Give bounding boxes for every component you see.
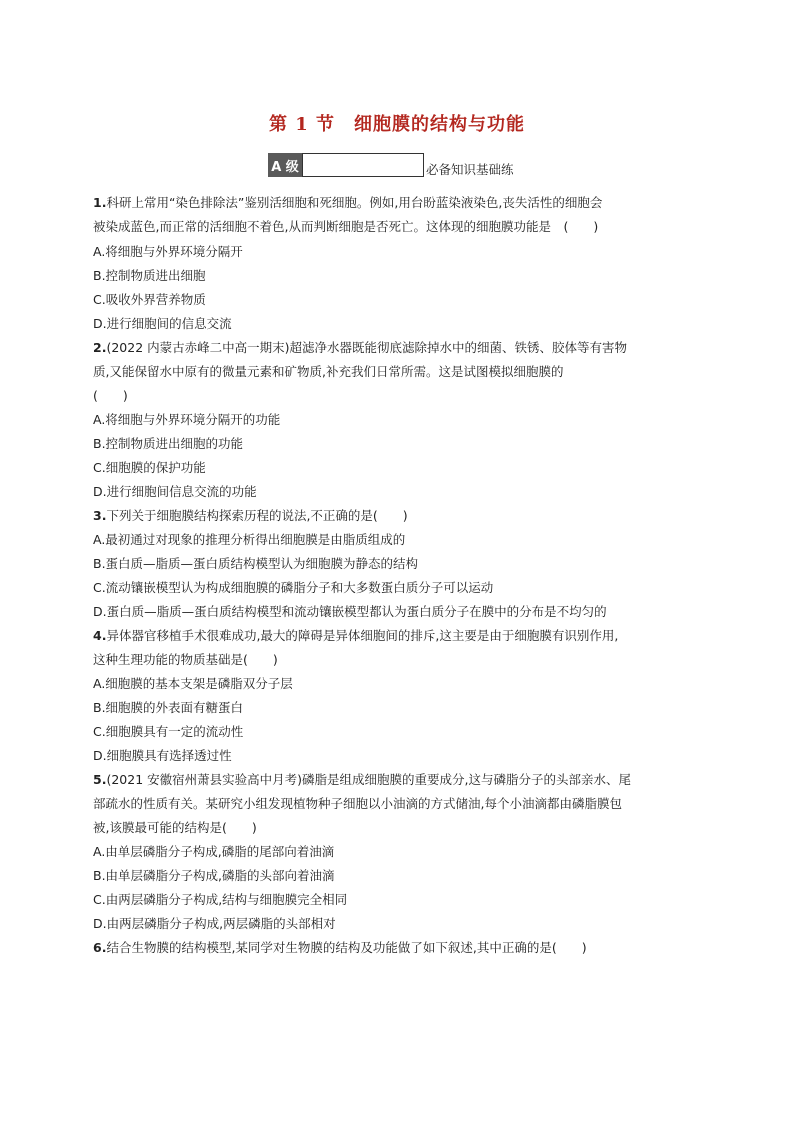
option: B.蛋白质—脂质—蛋白质结构模型认为细胞膜为静态的结构 [93, 556, 419, 571]
question-4-line-1: 4.异体器官移植手术很难成功,最大的障碍是异体细胞间的排斥,这主要是由于细胞膜有识别作用, [93, 628, 619, 643]
option: C.由两层磷脂分子构成,结构与细胞膜完全相同 [93, 892, 348, 907]
level-label: 必备知识基础练 [426, 162, 514, 177]
question-4-line-2: 这种生理功能的物质基础是( ) [93, 652, 278, 667]
question-6-line-1: 6.结合生物膜的结构模型,某同学对生物膜的结构及功能做了如下叙述,其中正确的是( ) [93, 940, 587, 955]
option: A.将细胞与外界环境分隔开的功能 [93, 412, 281, 427]
question-number: 6. [93, 940, 107, 955]
option: A.由单层磷脂分子构成,磷脂的尾部向着油滴 [93, 844, 335, 859]
level-header [268, 151, 514, 177]
question-1-line-2: 被染成蓝色,而正常的活细胞不着色,从而判断细胞是否死亡。这体现的细胞膜功能是 ( ) [93, 219, 599, 234]
option: A.最初通过对现象的推理分析得出细胞膜是由脂质组成的 [93, 532, 406, 547]
option: A.细胞膜的基本支架是磷脂双分子层 [93, 676, 293, 691]
option: C.细胞膜的保护功能 [93, 460, 206, 475]
option: B.控制物质进出细胞 [93, 268, 206, 283]
question-number: 1. [93, 195, 107, 210]
question-number: 3. [93, 508, 107, 523]
question-2-line-2: 质,又能保留水中原有的微量元素和矿物质,补充我们日常所需。这是试图模拟细胞膜的 [93, 364, 564, 379]
page-title: 第 1 节 细胞膜的结构与功能 [268, 114, 526, 135]
level-badge: A 级 [268, 153, 302, 177]
option: A.将细胞与外界环境分隔开 [93, 244, 243, 259]
question-number: 5. [93, 772, 107, 787]
option: C.吸收外界营养物质 [93, 292, 206, 307]
question-5-line-3: 被,该膜最可能的结构是( ) [93, 820, 257, 835]
question-1-line-1: 1.科研上常用“染色排除法”鉴别活细胞和死细胞。例如,用台盼蓝染液染色,丧失活性的细胞会 [93, 195, 603, 210]
option: C.流动镶嵌模型认为构成细胞膜的磷脂分子和大多数蛋白质分子可以运动 [93, 580, 494, 595]
question-2-line-1: 2.(2022 内蒙古赤峰二中高一期末)超滤净水器既能彻底滤除掉水中的细菌、铁锈、胶体等有害物 [93, 340, 627, 355]
option: D.蛋白质—脂质—蛋白质结构模型和流动镶嵌模型都认为蛋白质分子在膜中的分布是不均匀的 [93, 604, 607, 619]
option: B.由单层磷脂分子构成,磷脂的头部向着油滴 [93, 868, 335, 883]
question-2-line-3: ( ) [93, 388, 128, 403]
question-3-line-1: 3.下列关于细胞膜结构探索历程的说法,不正确的是( ) [93, 508, 408, 523]
question-number: 2. [93, 340, 107, 355]
option: D.进行细胞间的信息交流 [93, 316, 232, 331]
option: B.控制物质进出细胞的功能 [93, 436, 244, 451]
option: D.进行细胞间信息交流的功能 [93, 484, 257, 499]
question-number: 4. [93, 628, 107, 643]
question-5-line-2: 部疏水的性质有关。某研究小组发现植物种子细胞以小油滴的方式储油,每个小油滴都由磷脂膜包 [93, 796, 622, 811]
question-5-line-1: 5.(2021 安徽宿州萧县实验高中月考)磷脂是组成细胞膜的重要成分,这与磷脂分子的头部亲水、尾 [93, 772, 631, 787]
level-blank-box [302, 153, 424, 177]
option: B.细胞膜的外表面有糖蛋白 [93, 700, 244, 715]
option: D.细胞膜具有选择透过性 [93, 748, 232, 763]
option: C.细胞膜具有一定的流动性 [93, 724, 244, 739]
option: D.由两层磷脂分子构成,两层磷脂的头部相对 [93, 916, 336, 931]
